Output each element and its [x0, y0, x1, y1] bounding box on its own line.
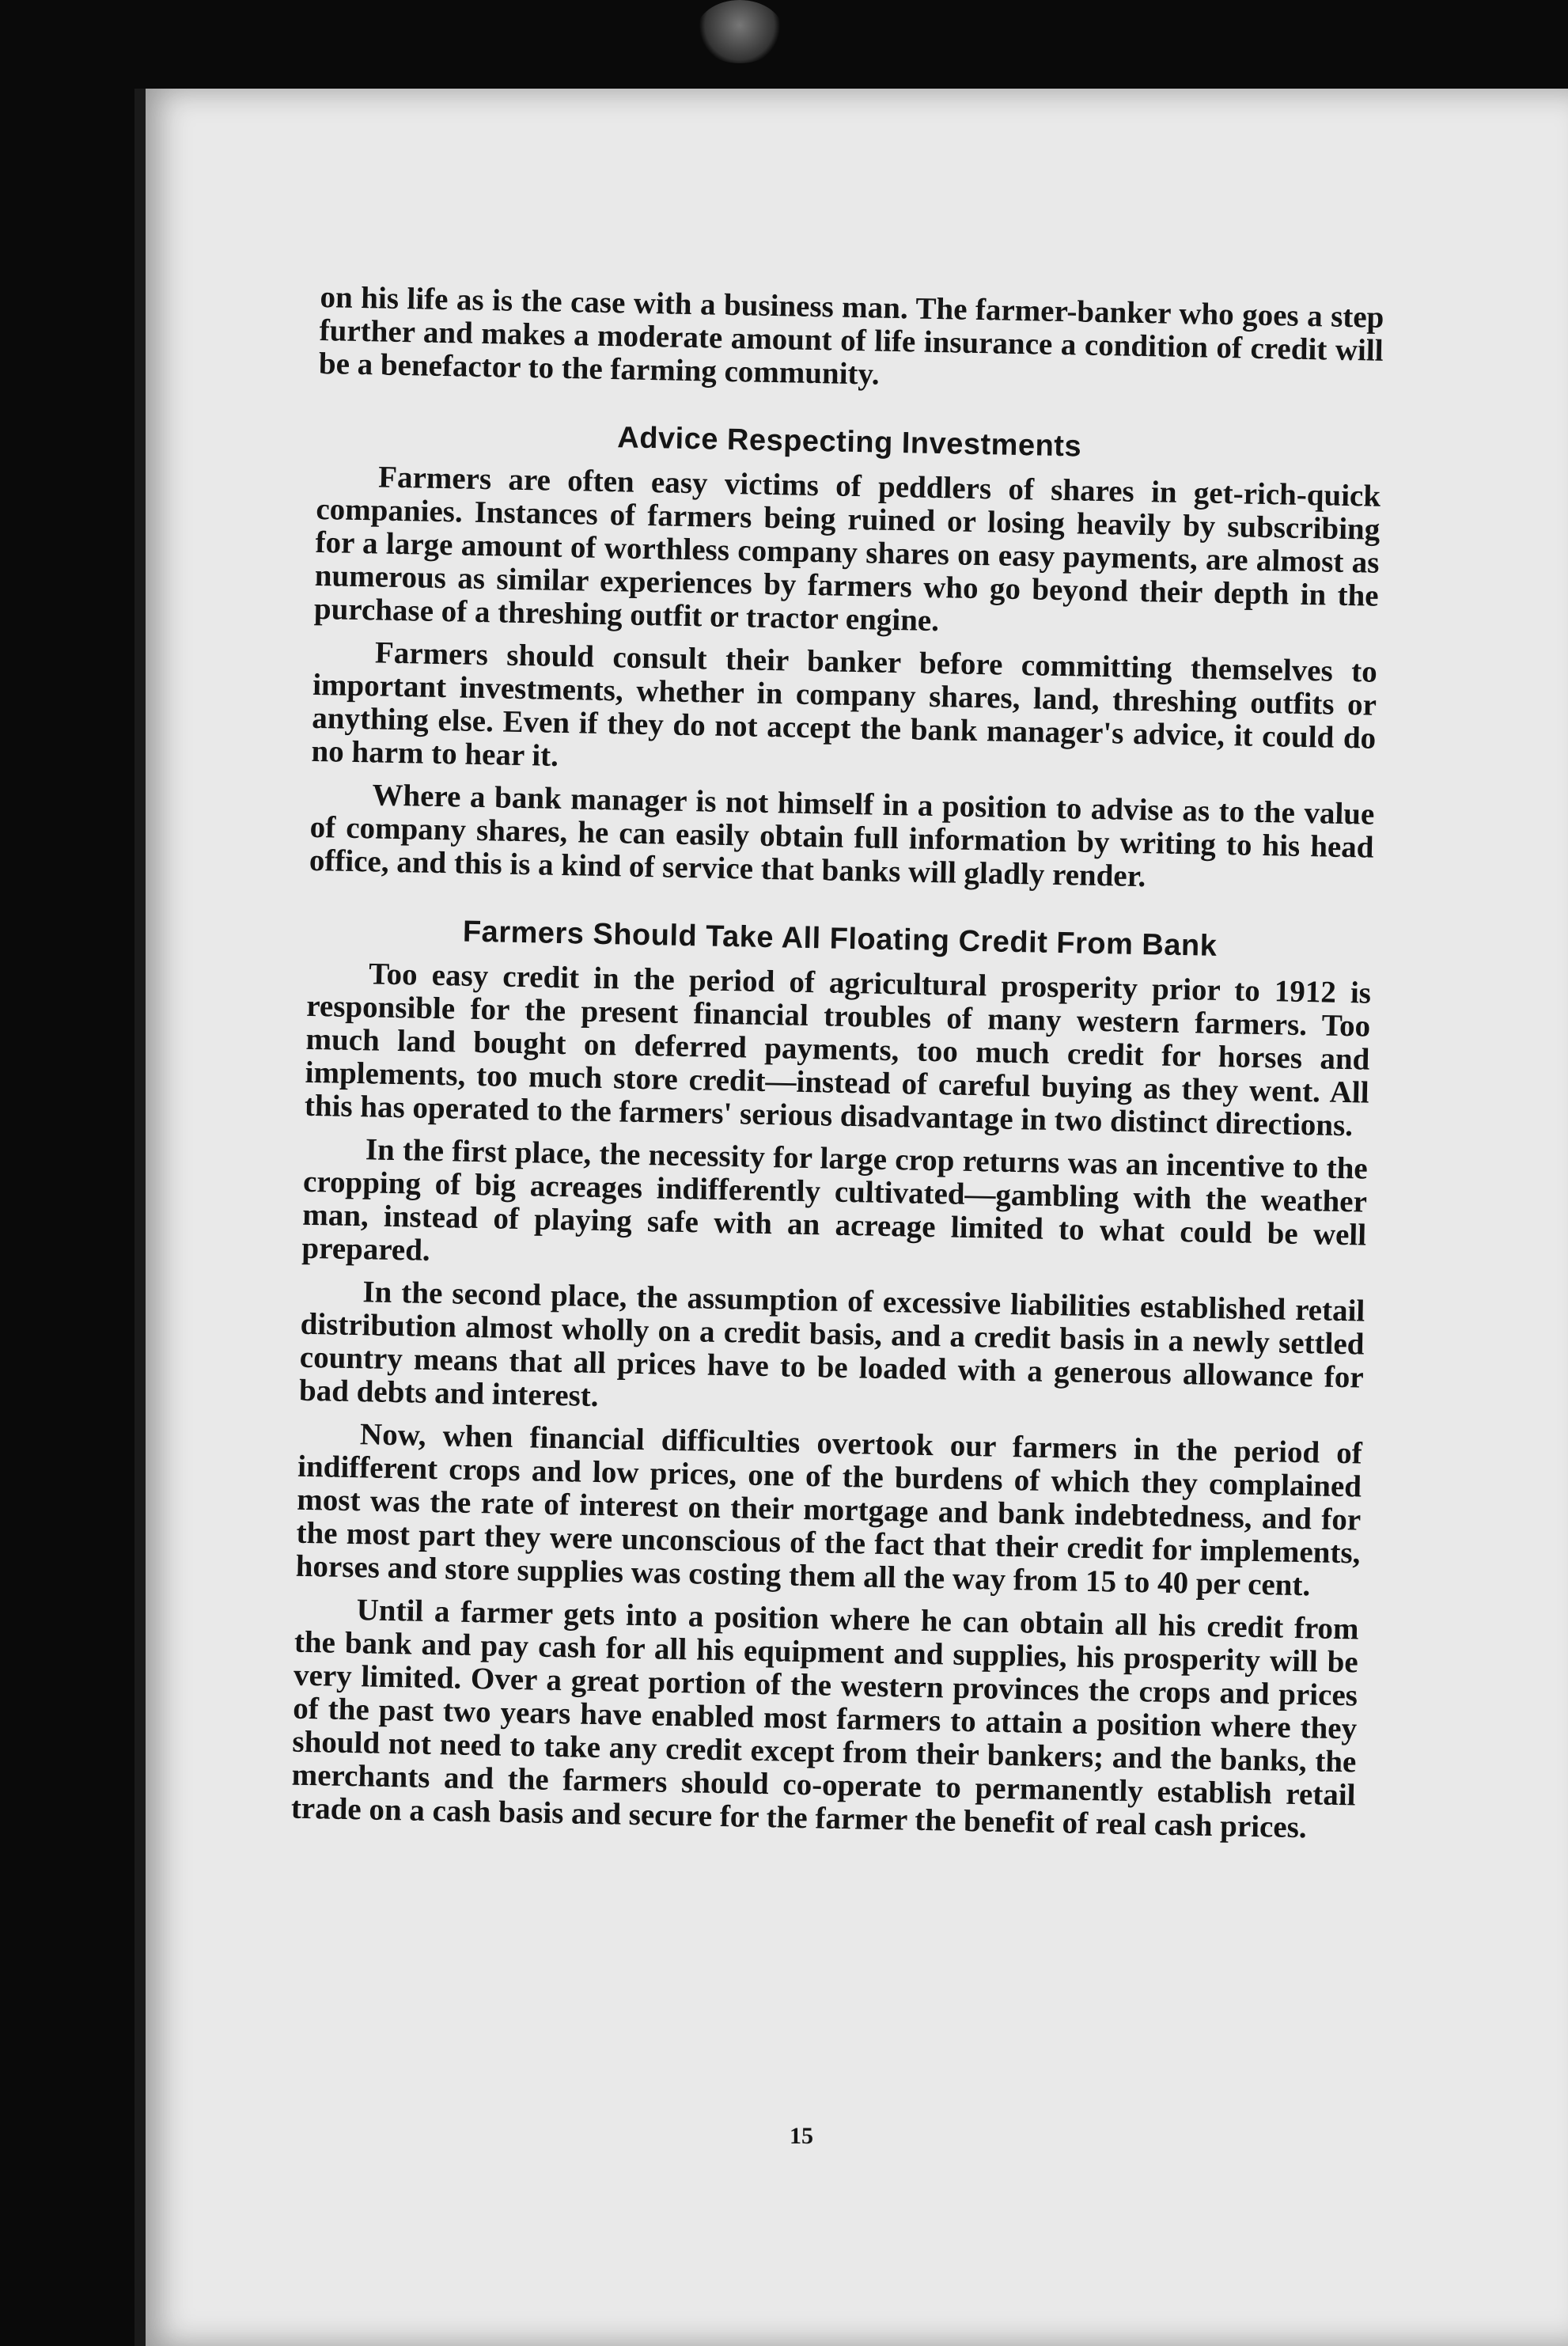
scan-blemish [696, 0, 783, 63]
paragraph: In the first place, the necessity for large crop returns was an incentive to the cropping of big acreages indifferently cultivated—gambling with the weather man, instead of playing safe with an acreage limited to what could be well prepared. [301, 1132, 1369, 1268]
paragraph: Farmers are often easy victims of peddlers of shares in get-rich-quick companies. Instances of farmers being ruined or losing heavily by subscribing for a large amount of worthless company shares on easy payments, are almost as numerous as similar experiences by farmers who go beyond their depth in the purchase of a threshing outfit or tractor engine. [313, 460, 1381, 639]
section-heading-floating-credit: Farmers Should Take All Floating Credit From Bank [462, 915, 1218, 963]
paragraph: Until a farmer gets into a position where he can obtain all his credit from the bank and pay cash for all his equipment and supplies, his prosperity will be very limited. Over a great portion of the western provinces the crops and prices of the past two years have enabled most farmers to attain a position where they should not need to take any credit except from their bankers; and the banks, the merchants and the farmers should co-operate to permanently establish retail trade on a cash basis and secure for the farmer the benefit of real cash prices. [290, 1593, 1359, 1845]
book-spine-edge [134, 89, 146, 2346]
section-heading-investments: Advice Respecting Investments [616, 421, 1082, 464]
paragraph: Farmers should consult their banker before committing themselves to important investments, whether in company shares, land, threshing outfits or anything else. Even if they do not accept the bank manager's advice, it could do no harm to hear it. [311, 635, 1378, 773]
paragraph: Too easy credit in the period of agricultural prosperity prior to 1912 is responsible for the present financial troubles of many western farmers. Too much land bought on deferred payments, too much credit for horses and implements, too much store credit—instead of careful buying as they went. All this has operated to the farmers' serious disadvantage in two distinct directions. [304, 957, 1372, 1143]
paragraph: In the second place, the assumption of excessive liabilities established retail distribution almost wholly on a credit basis, and a credit basis in a newly settled country means that all prices have to be loaded with a generous allowance for bad debts and interest. [298, 1275, 1365, 1414]
paragraph: Now, when financial difficulties overtook our farmers in the period of indifferent crops and low prices, one of the burdens of which they complained most was the rate of interest on their mortgage and bank indebtedness, and for the most part they were unconscious of the fact that their credit for implements, horses and store supplies was costing them all the way from 15 to 40 per cent. [295, 1417, 1363, 1603]
paragraph: Where a bank manager is not himself in a position to advise as to the value of company shares, he can easily obtain full information by writing to his head office, and this is a kind of service that banks will gladly render. [309, 778, 1375, 894]
page-text [290, 281, 1384, 1855]
intro-paragraph: on his life as is the case with a business man. The farmer-banker who goes a step further and makes a moderate amount of life insurance a condition of credit will be a benefactor to the farming community. [318, 280, 1384, 392]
page-number: 15 [790, 2123, 813, 2149]
